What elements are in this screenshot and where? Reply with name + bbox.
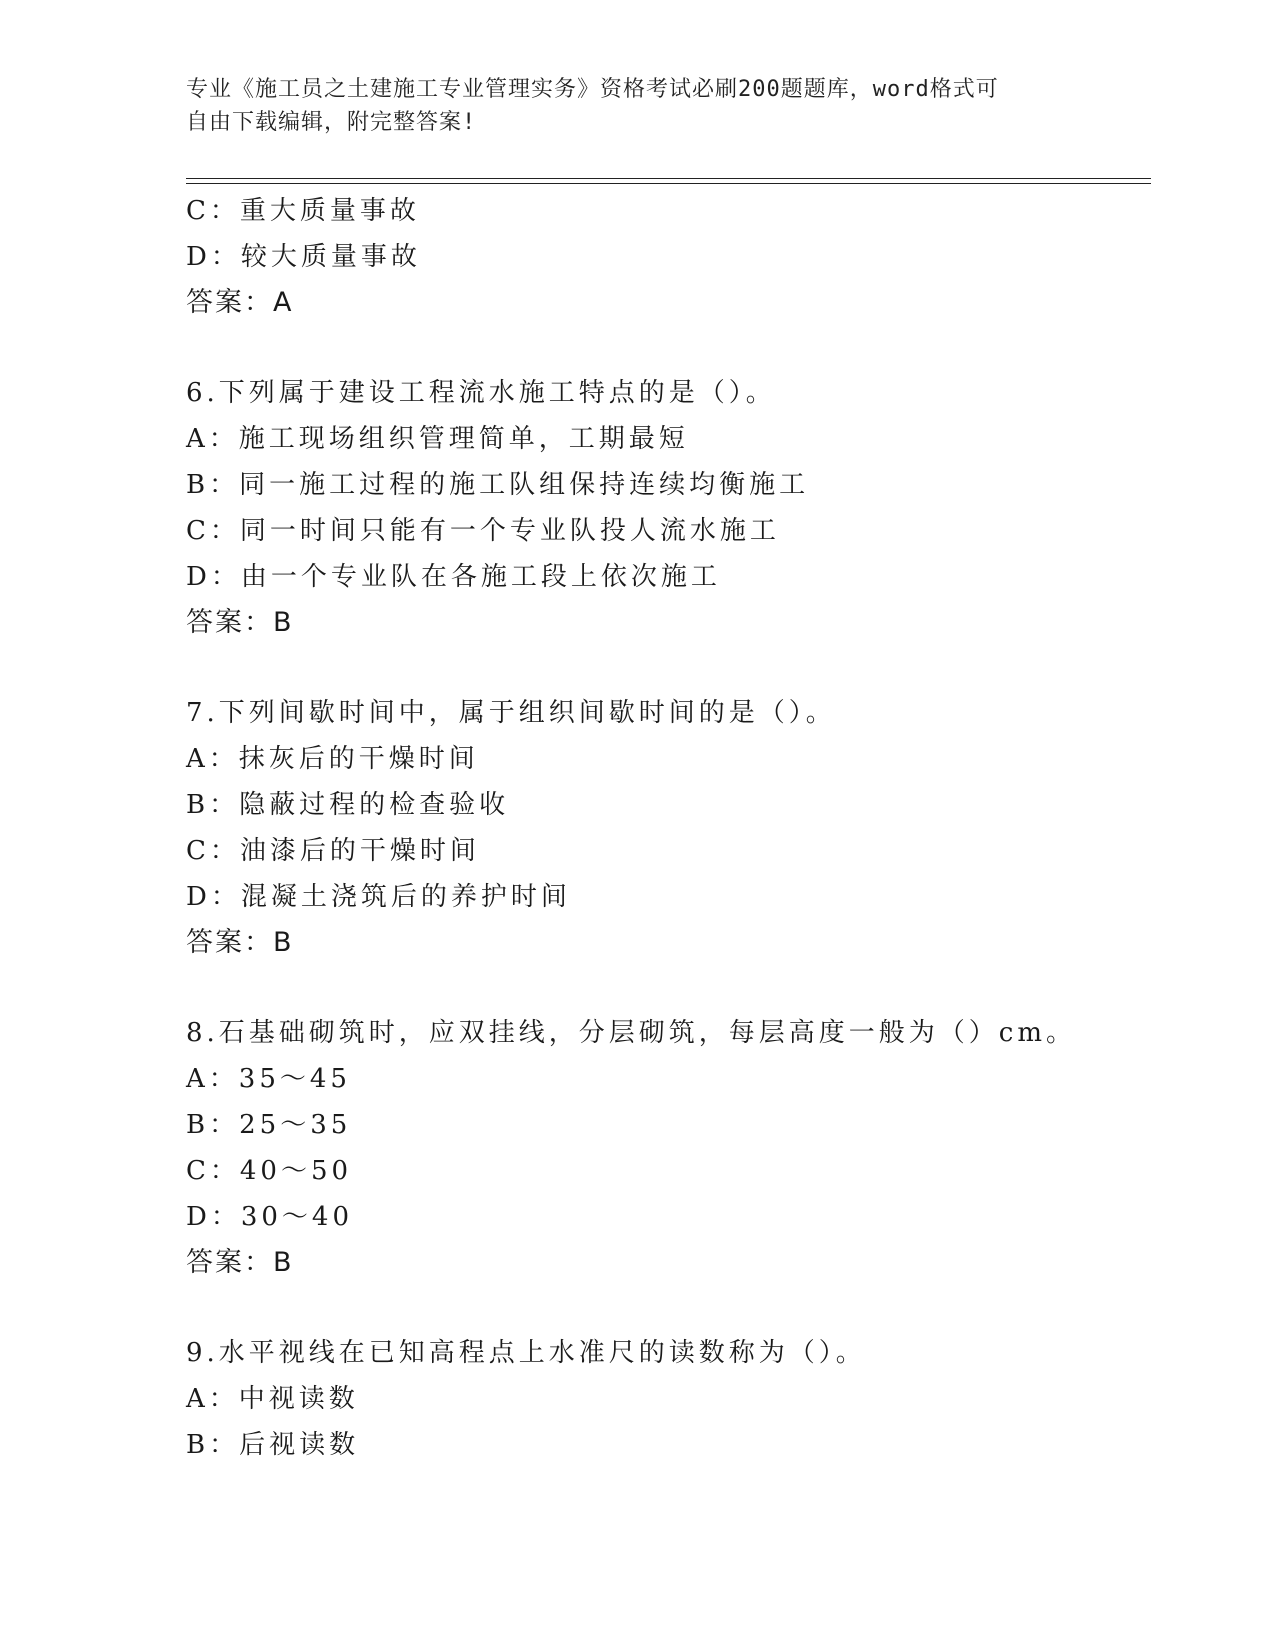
- question-block-7: [186, 690, 1151, 966]
- answer-line: 答案：B: [186, 607, 294, 638]
- spacer: [186, 326, 1151, 370]
- header-divider: [186, 178, 1151, 184]
- question-text: 6.下列属于建设工程流水施工特点的是（）。: [186, 378, 776, 408]
- answer-line: 答案：B: [186, 1247, 294, 1278]
- spacer: [186, 1286, 1151, 1330]
- question-block-8: [186, 1010, 1151, 1286]
- spacer: [186, 966, 1151, 1010]
- question-text: 8.石基础砌筑时，应双挂线，分层砌筑，每层高度一般为（）cm。: [186, 1018, 1077, 1048]
- option-d: D：混凝土浇筑后的养护时间: [186, 882, 571, 912]
- question-text: 9.水平视线在已知高程点上水准尺的读数称为（）。: [186, 1338, 866, 1368]
- option-d: D：由一个专业队在各施工段上依次施工: [186, 562, 721, 592]
- question-block-5: [186, 188, 1151, 326]
- header-line-2: 自由下载编辑，附完整答案!: [186, 110, 477, 135]
- question-block-9: [186, 1330, 1151, 1468]
- option-b: B：同一施工过程的施工队组保持连续均衡施工: [186, 470, 810, 500]
- question-list: [186, 188, 1151, 1468]
- option-d: D：30～40: [186, 1202, 354, 1232]
- answer-line: 答案：A: [186, 287, 294, 318]
- option-c: C：同一时间只能有一个专业队投人流水施工: [186, 516, 780, 546]
- option-a: A：35～45: [186, 1064, 351, 1094]
- header-line-1: 专业《施工员之土建施工专业管理实务》资格考试必刷200题题库，word格式可: [186, 77, 999, 102]
- option-c: C：油漆后的干燥时间: [186, 836, 480, 866]
- option-b: B：后视读数: [186, 1430, 360, 1460]
- option-b: B：25～35: [186, 1110, 352, 1140]
- question-text: 7.下列间歇时间中，属于组织间歇时间的是（）。: [186, 698, 836, 728]
- page-header: [186, 73, 1086, 139]
- option-a: A：抹灰后的干燥时间: [186, 744, 479, 774]
- option-a: A：中视读数: [186, 1384, 359, 1414]
- question-block-6: [186, 370, 1151, 646]
- option-c: C：40～50: [186, 1156, 353, 1186]
- answer-line: 答案：B: [186, 927, 294, 958]
- option-a: A：施工现场组织管理简单，工期最短: [186, 424, 689, 454]
- spacer: [186, 646, 1151, 690]
- option-c: C：重大质量事故: [186, 196, 420, 226]
- option-d: D：较大质量事故: [186, 242, 421, 272]
- option-b: B：隐蔽过程的检查验收: [186, 790, 510, 820]
